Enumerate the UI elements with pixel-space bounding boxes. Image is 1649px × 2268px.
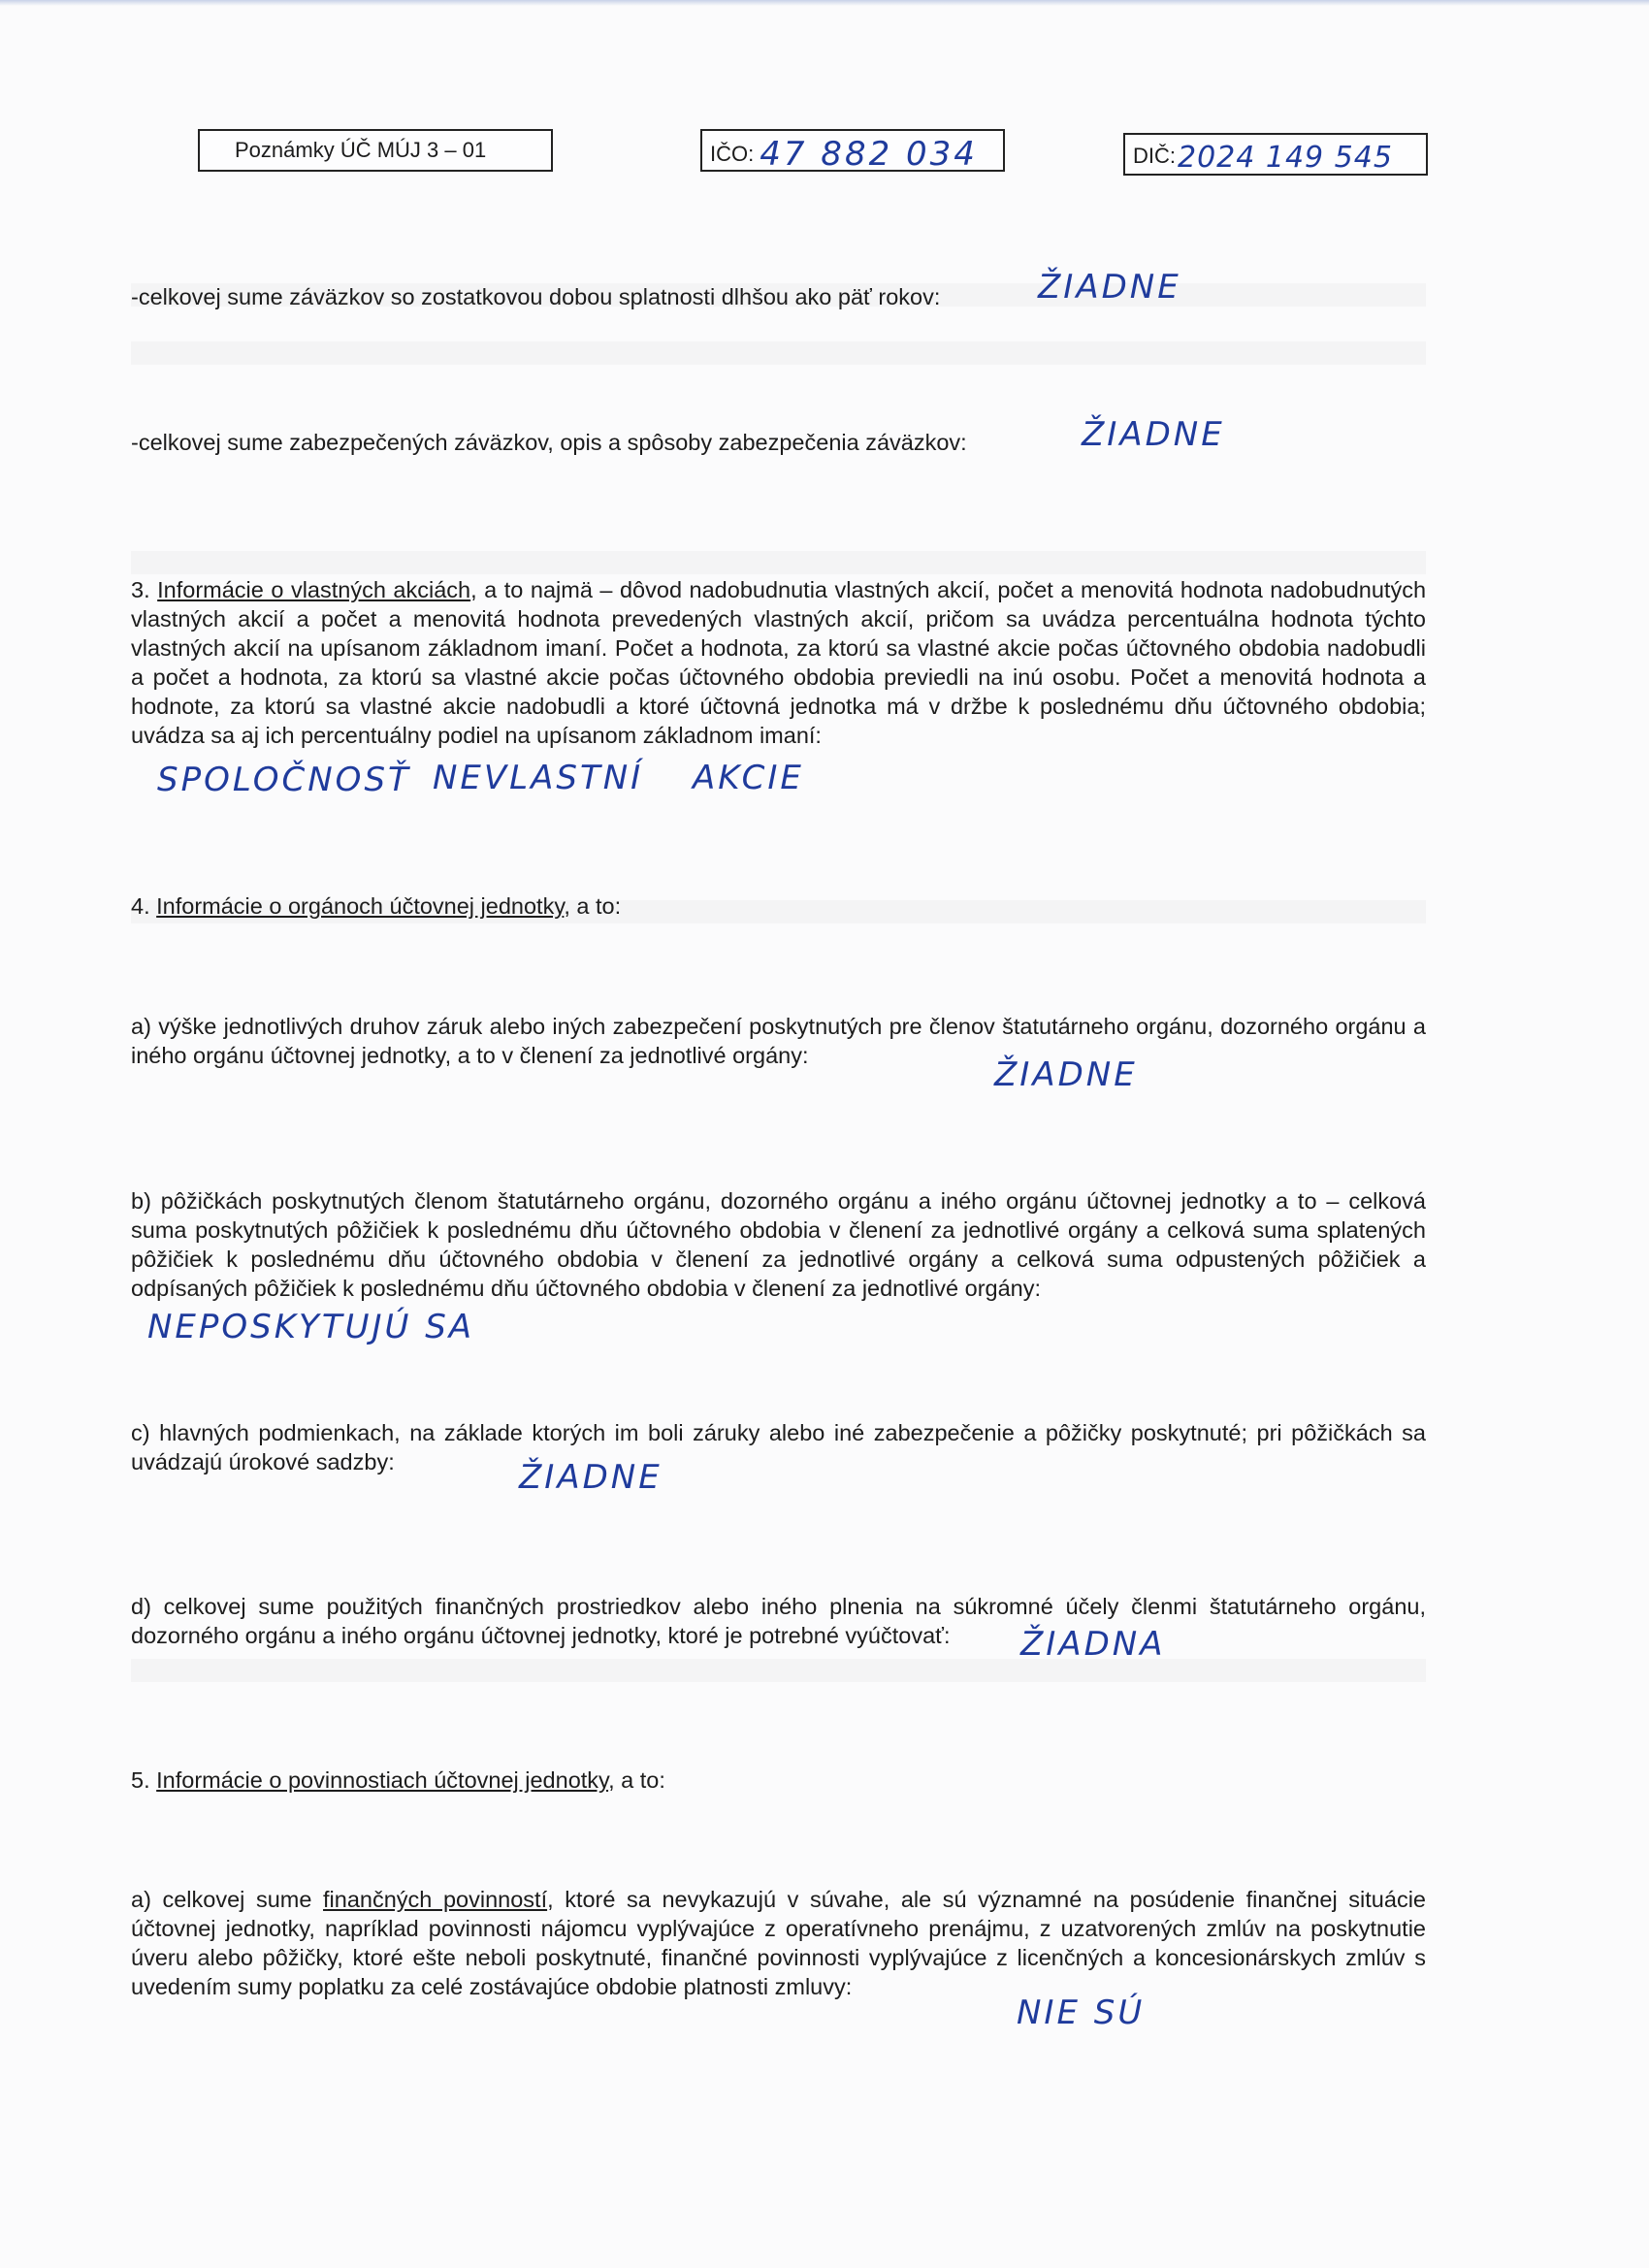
show-through bbox=[131, 551, 1426, 574]
dic-label: DIČ: bbox=[1133, 144, 1176, 168]
ico-value: 47 882 034 bbox=[760, 135, 978, 174]
ico-box bbox=[700, 129, 1005, 172]
form-label-box bbox=[198, 129, 553, 172]
section-4b-answer: NEPOSKYTUJÚ SA bbox=[147, 1308, 475, 1346]
section-5-suffix: , a to: bbox=[608, 1767, 665, 1793]
section-4c-answer: ŽIADNE bbox=[519, 1458, 663, 1497]
section-4-number: 4. bbox=[131, 893, 150, 919]
section-3-answer-2: NEVLASTNÍ bbox=[433, 759, 644, 797]
section-4a-text: a) výške jednotlivých druhov záruk alebo iných zabezpečení poskytnutých pre členov štatutárneho orgánu, dozorného orgánu a iného orgánu účtovnej jednotky, a to v členení za jednotlivé orgány: bbox=[131, 1014, 1426, 1068]
section-5-heading bbox=[131, 1766, 665, 1795]
section-5a-answer: NIE SÚ bbox=[1017, 1993, 1146, 2032]
section-3-text: , a to najmä – dôvod nadobudnutia vlastných akcií, počet a menovitá hodnota nadobudnutých vlastných akcií a počet a menovitá hodnota prevedených vlastných akcií, pričom sa uvádza percentuálna hodnota týchto vlastných akcií na upísanom základnom imaní. Počet a hodnota, za ktorú sa vlastné akcie počas účtovného obdobia nadobudli a počet a hodnota, za ktorú sa vlastné akcie počas účtovného obdobia previedli na inú osobu. Počet a menovitá hodnota a hodnote, za ktorú sa vlastné akcie nadobudli a ktoré účtovná jednotka má v držbe k poslednému dňu účtovného obdobia; uvádza sa aj ich percentuálny podiel na upísanom základnom imaní: bbox=[131, 577, 1427, 748]
section-4c-text: c) hlavných podmienkach, na základe ktorých im boli záruky alebo iné zabezpečenie a pôžičky poskytnuté; pri pôžičkách sa uvádzajú úrokové sadzby: bbox=[131, 1420, 1426, 1474]
section-5a-text: , ktoré sa nevykazujú v súvahe, ale sú významné na posúdenie finančnej situácie účtovnej jednotky, napríklad povinnosti nájomcu vyplývajúce z operatívneho prenájmu, z uzatvorených zmlúv na poskytnutie úveru alebo pôžičky, ktoré ešte neboli poskytnuté, finančné povinnosti vyplývajúce z licenčných a koncesionárskych zmlúv s uvedením sumy poplatku za celé zostávajúce obdobie platnosti zmluvy: bbox=[131, 1887, 1426, 1999]
section-4d-answer: ŽIADNA bbox=[1020, 1625, 1166, 1664]
liabilities-secured-answer: ŽIADNE bbox=[1082, 415, 1225, 454]
section-4-heading bbox=[131, 891, 621, 921]
section-5-number: 5. bbox=[131, 1767, 150, 1793]
section-5-title: Informácie o povinnostiach účtovnej jednotky bbox=[156, 1767, 609, 1793]
section-3-paragraph bbox=[131, 575, 1426, 750]
liabilities-over-five-years-answer: ŽIADNE bbox=[1038, 268, 1181, 307]
show-through bbox=[131, 1659, 1426, 1682]
dic-box bbox=[1123, 133, 1428, 176]
liabilities-secured: -celkovej sume zabezpečených záväzkov, opis a spôsoby zabezpečenia záväzkov: bbox=[131, 430, 967, 455]
section-4d-text: d) celkovej sume použitých finančných prostriedkov alebo iného plnenia na súkromné účely členmi štatutárneho orgánu, dozorného orgánu a iného orgánu účtovnej jednotky, ktoré je potrebné vyúčtovať: bbox=[131, 1594, 1426, 1648]
section-5a-financial-obligations: finančných povinností bbox=[323, 1887, 548, 1912]
show-through bbox=[131, 341, 1426, 365]
section-5a-paragraph bbox=[131, 1885, 1426, 2001]
liabilities-over-five-years: -celkovej sume záväzkov so zostatkovou dobou splatnosti dlhšou ako päť rokov: bbox=[131, 284, 941, 309]
section-3-number: 3. bbox=[131, 577, 150, 602]
section-3-answer-1: SPOLOČNOSŤ bbox=[157, 761, 411, 799]
section-3-title: Informácie o vlastných akciách bbox=[157, 577, 471, 602]
section-4-suffix: , a to: bbox=[564, 893, 622, 919]
dic-value: 2024 149 545 bbox=[1178, 141, 1393, 175]
scan-edge bbox=[0, 0, 1649, 6]
section-4b-text: b) pôžičkách poskytnutých členom štatutárneho orgánu, dozorného orgánu a iného orgánu účtovnej jednotky a to – celková suma poskytnutých pôžičiek k poslednému dňu účtovného obdobia v členení za jednotlivé orgány a celková suma splatených pôžičiek k poslednému dňu účtovného obdobia v členení za jednotlivé orgány a celková suma odpustených pôžičiek a odpísaných pôžičiek k poslednému dňu účtovného obdobia v členení za jednotlivé orgány: bbox=[131, 1188, 1426, 1301]
section-5a-prefix: a) celkovej sume bbox=[131, 1887, 324, 1912]
ico-label: IČO: bbox=[710, 142, 755, 166]
section-4-title: Informácie o orgánoch účtovnej jednotky bbox=[156, 893, 565, 919]
section-3-answer-3: AKCIE bbox=[693, 759, 804, 797]
form-label: Poznámky ÚČ MÚJ 3 – 01 bbox=[235, 138, 487, 162]
section-4a-answer: ŽIADNE bbox=[994, 1055, 1138, 1094]
